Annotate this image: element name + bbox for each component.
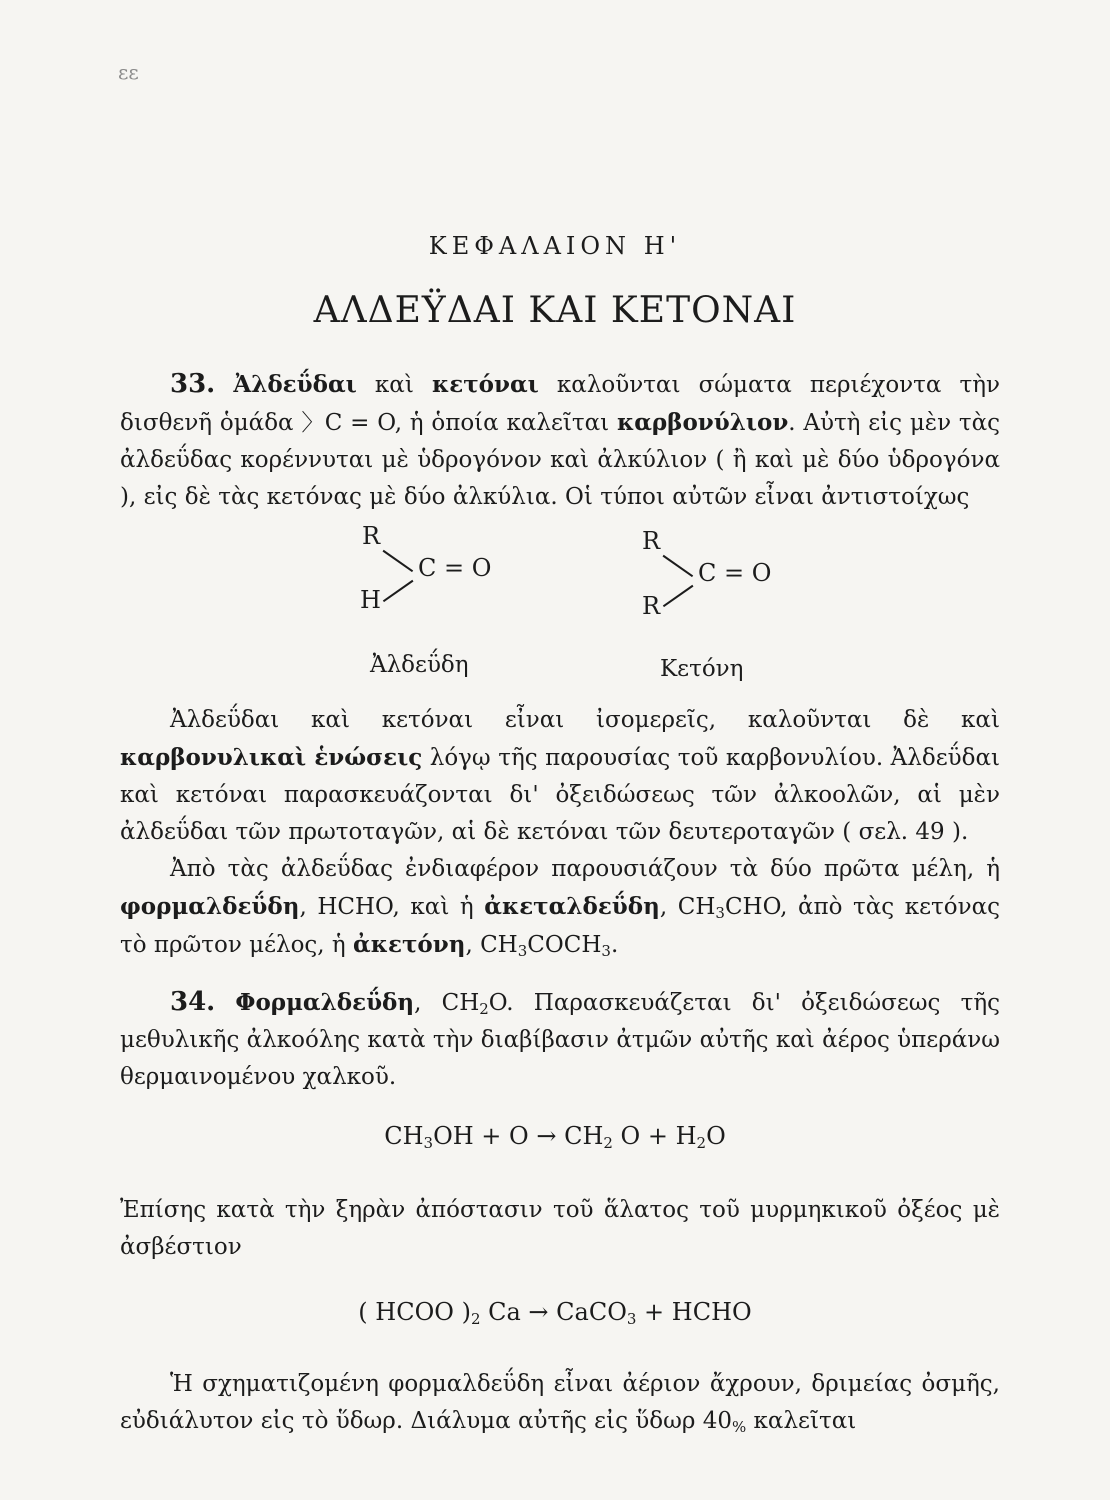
chapter-title: ΑΛΔΕΫΔΑΙ ΚΑΙ ΚΕΤΟΝΑΙ: [313, 290, 797, 331]
aldehyde-r-substituent: R: [362, 522, 381, 550]
dry-distillation-paragraph: [120, 1192, 1000, 1266]
equation-part: CH: [384, 1122, 424, 1150]
equation-part: ( HCOO ): [358, 1298, 471, 1326]
subscript: 3: [715, 904, 725, 922]
term-formaldehyde: φορμαλδεΰδη: [120, 893, 300, 920]
term-acetaldehyde: ἀκεταλδεΰδη: [484, 893, 660, 920]
percent-sign: %: [731, 1418, 747, 1436]
text-segment: Ἐπίσης κατὰ τὴν ξηρὰν ἀπόστασιν τοῦ ἅλατος τοῦ μυρμηκικοῦ ὀξέος μὲ ἀσβέστιον: [120, 1197, 1000, 1260]
text-segment: . Αὐτὴ εἰς μὲν τὰς ἀλδεΰδας κορέννυται μὲ ὑδρογόνον καὶ ἀλκύλιον ( ἢ καὶ μὲ δύο ὑδρογόνα ), εἰς δὲ τὰς κετόνας μὲ δύο ἀλκύλια. Οἱ τύποι αὐτῶν εἶναι ἀντιστοίχως: [120, 410, 1000, 510]
subscript: 3: [601, 942, 611, 960]
text-segment: καλεῖται: [746, 1408, 857, 1434]
aldehyde-label: Ἀλδεΰδη: [370, 652, 469, 678]
equation-part: Ca → CaCO: [480, 1298, 627, 1326]
section-34-number: 34.: [170, 987, 216, 1017]
isomer-paragraph: [120, 702, 1000, 964]
text-segment: λόγῳ τῆς παρουσίας τοῦ καρβονυλίου. Ἀλδεΰδαι καὶ κετόναι παρασκευάζονται δι' ὀξειδώσεως τῶν ἀλκοολῶν, αἱ μὲν ἀλδεΰδαι τῶν πρωτοταγῶν, αἱ δὲ κετόναι τῶν δευτεροταγῶν ( σελ. 49 ).: [120, 745, 1000, 845]
subscript: 3: [517, 942, 528, 960]
formula-segment: , HCHO, καὶ ἡ: [299, 894, 485, 920]
subscript: 3: [626, 1310, 637, 1328]
aldehyde-carbonyl-group: C = O: [418, 554, 492, 582]
text-segment: Ἡ σχηματιζομένη φορμαλδεΰδη εἶναι ἀέριον ἄχρουν, δριμείας ὀσμῆς, εὐδιάλυτον εἰς τὸ ὕδωρ. Διάλυμα αὐτῆς εἰς ὕδωρ 40: [120, 1371, 1000, 1434]
subscript: 2: [479, 1000, 489, 1018]
ketone-r-substituent-top: R: [642, 527, 661, 555]
equation-methanol-oxidation: [0, 1122, 1110, 1150]
ketone-carbonyl-group: C = O: [698, 559, 772, 587]
page-number: εε: [118, 60, 139, 84]
term-carbonyl-compounds: καρβονυλικαὶ ἑνώσεις: [120, 744, 423, 771]
text-segment: Ἀπὸ τὰς ἀλδεΰδας ἐνδιαφέρον παρουσιάζουν τὰ δύο πρῶτα μέλη, ἡ: [170, 856, 1000, 882]
aldehyde-h-substituent: H: [360, 586, 381, 614]
formula-segment: , CH: [465, 932, 518, 958]
term-aldehydes: Ἀλδεΰδαι: [233, 371, 357, 398]
bond-line: [663, 585, 693, 607]
subscript: 2: [603, 1134, 613, 1152]
equation-part: OH + O → CH: [433, 1122, 604, 1150]
equation-calcium-formate: [0, 1298, 1110, 1326]
section-33-paragraph: [120, 366, 1000, 516]
subscript: 2: [696, 1134, 707, 1152]
text-segment: Παρασκευάζεται δι' ὀξειδώσεως τῆς μεθυλικῆς ἀλκοόλης κατὰ τὴν διαβίβασιν ἀτμῶν αὐτῆς καὶ ἀέρος ὑπεράνω θερμαινομένου χαλκοῦ.: [120, 990, 1000, 1090]
section-33-number: 33.: [170, 369, 216, 399]
text-segment: Ἀλδεΰδαι καὶ κετόναι εἶναι ἰσομερεῖς, καλοῦνται δὲ καὶ: [170, 707, 1000, 733]
ketone-label: Κετόνη: [660, 656, 744, 682]
bond-line: [383, 580, 413, 602]
properties-paragraph: [120, 1366, 1000, 1440]
term-formaldehyde-heading: Φορμαλδεΰδη: [235, 989, 415, 1016]
bond-line: [663, 555, 693, 577]
bond-line: [383, 550, 413, 572]
subscript: 2: [470, 1310, 481, 1328]
formula-segment: CHO, ἀπὸ τὰς κετόνας τὸ πρῶτον μέλος, ἡ: [120, 894, 1000, 958]
term-acetone: ἀκετόνη: [353, 931, 466, 958]
formula-segment: , CH: [414, 990, 480, 1016]
formula-segment: , CH: [659, 894, 716, 920]
equation-part: + HCHO: [636, 1298, 752, 1326]
term-carbonyl: καρβονύλιον: [616, 409, 789, 436]
ketone-r-substituent-bottom: R: [642, 592, 661, 620]
conjunction: καὶ: [356, 372, 432, 398]
text-segment: καλοῦνται σώματα περιέχοντα τὴν δισθενῆ ὁμάδα 〉C = O, ἡ ὁποία καλεῖται: [120, 372, 1001, 436]
formula-segment: COCH: [527, 932, 602, 958]
chapter-heading: ΚΕΦΑΛΑΙΟΝ Η': [428, 232, 682, 260]
section-34-paragraph: [120, 984, 1000, 1096]
subscript: 3: [423, 1134, 434, 1152]
formula-segment: O.: [488, 990, 514, 1016]
formula-segment: .: [610, 932, 619, 958]
term-ketones: κετόναι: [431, 371, 539, 398]
equation-part: O + H: [612, 1122, 697, 1150]
equation-part: O: [706, 1122, 726, 1150]
